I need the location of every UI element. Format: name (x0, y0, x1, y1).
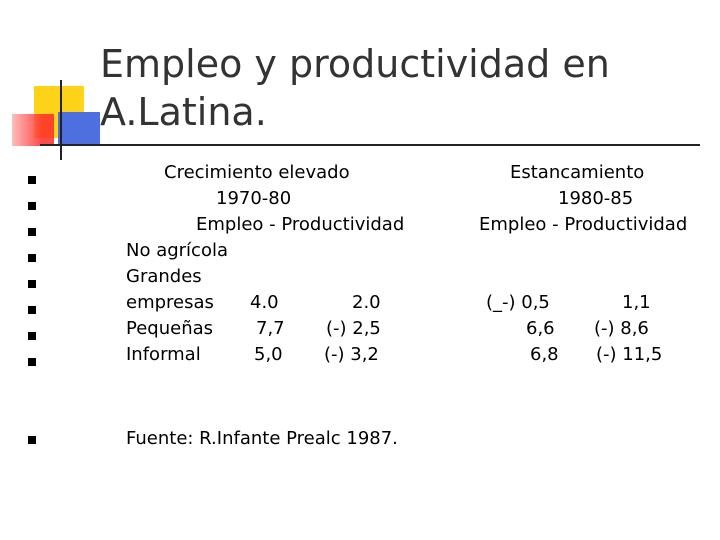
table-cell: 6,6 (526, 318, 555, 339)
slide-title (100, 40, 700, 136)
bullet-icon (28, 254, 36, 262)
table-cell: (-) 3,2 (324, 344, 379, 365)
source-note: Fuente: R.Infante Prealc 1987. (126, 428, 398, 449)
decor-vertical-line (60, 80, 62, 160)
bullet-icon (28, 332, 36, 340)
table-cell: 1,1 (622, 292, 651, 313)
table-cell: 6,8 (530, 344, 559, 365)
row-label: Grandes (126, 266, 202, 287)
bullet-icon (28, 228, 36, 236)
row-label: Pequeñas (126, 318, 214, 339)
title-line-2: A.Latina. (100, 90, 267, 134)
table-cell: (-) 2,5 (326, 318, 381, 339)
bullet-icon (28, 202, 36, 210)
title-divider (40, 144, 700, 146)
decor-red-square (12, 114, 54, 146)
bullet-icon (28, 280, 36, 288)
right-header-2: 1980-85 (558, 188, 634, 209)
right-header-1: Estancamiento (510, 162, 645, 183)
table-cell: (-) 11,5 (596, 344, 663, 365)
bullet-icon (28, 176, 36, 184)
left-header-1: Crecimiento elevado (164, 162, 350, 183)
decor-blue-square (58, 112, 100, 146)
row-label: empresas (126, 292, 214, 313)
bullet-icon (28, 306, 36, 314)
table-cell: (_-) 0,5 (486, 292, 550, 313)
left-header-3: Empleo - Productividad (196, 214, 405, 235)
left-header-2: 1970-80 (216, 188, 292, 209)
table-cell: 4.0 (250, 292, 279, 313)
table-cell: 5,0 (254, 344, 283, 365)
table-cell: (-) 8,6 (594, 318, 649, 339)
table-cell: 7,7 (256, 318, 285, 339)
row-label: No agrícola (126, 240, 228, 261)
title-line-1: Empleo y productividad en (100, 42, 610, 86)
right-header-3: Empleo - Productividad (479, 214, 688, 235)
bullet-icon (28, 358, 36, 366)
bullet-icon (28, 436, 36, 444)
row-label: Informal (126, 344, 201, 365)
table-cell: 2.0 (352, 292, 381, 313)
